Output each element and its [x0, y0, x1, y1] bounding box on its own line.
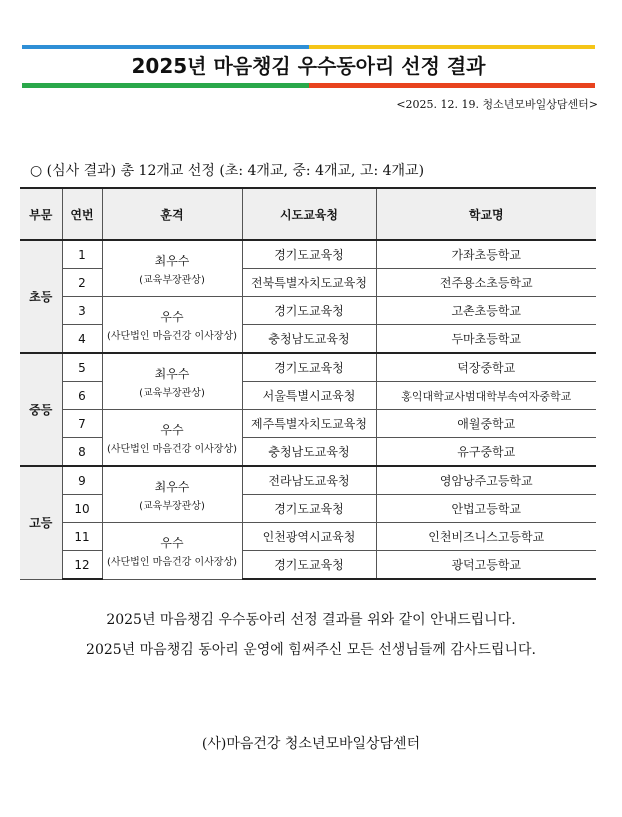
row-number: 9	[62, 466, 102, 495]
office-cell: 제주특별자치도교육청	[242, 410, 376, 438]
award-second-cell	[102, 297, 242, 354]
table-row	[20, 410, 596, 438]
page-title: 2025년 마음챙김 우수동아리 선정 결과	[131, 54, 486, 78]
header-office: 시도교육청	[242, 188, 376, 240]
summary-line: ○ (심사 결과) 총 12개교 선정 (초: 4개교, 중: 4개교, 고: 4개교)	[30, 163, 425, 179]
results-table	[20, 187, 596, 580]
school-cell: 덕장중학교	[376, 353, 596, 382]
award-top-label: 최우수	[154, 479, 190, 494]
office-cell: 서울특별시교육청	[242, 382, 376, 410]
row-number: 10	[62, 495, 102, 523]
award-second-label: 우수	[160, 309, 184, 324]
row-number: 12	[62, 551, 102, 580]
award-top-label: 최우수	[154, 366, 190, 381]
category-elementary: 초등	[20, 240, 62, 353]
school-cell: 안법고등학교	[376, 495, 596, 523]
title-banner	[22, 45, 595, 88]
award-second-cell	[102, 523, 242, 580]
school-cell: 가좌초등학교	[376, 240, 596, 269]
bottom-bar-green	[22, 83, 309, 88]
school-cell: 전주용소초등학교	[376, 269, 596, 297]
row-number: 8	[62, 438, 102, 467]
row-number: 3	[62, 297, 102, 325]
row-number: 7	[62, 410, 102, 438]
school-cell: 홍익대학교사범대학부속여자중학교	[376, 382, 596, 410]
office-cell: 인천광역시교육청	[242, 523, 376, 551]
school-cell: 인천비즈니스고등학교	[376, 523, 596, 551]
office-cell: 전라남도교육청	[242, 466, 376, 495]
award-second-sub: (사단법인 마음건강 이사장상)	[106, 443, 238, 455]
category-middle: 중등	[20, 353, 62, 466]
table-row	[20, 240, 596, 269]
date-line: <2025. 12. 19. 청소년모바일상담센터>	[396, 98, 598, 111]
bottom-bar-red	[309, 83, 596, 88]
award-top-label: 최우수	[154, 253, 190, 268]
office-cell: 경기도교육청	[242, 240, 376, 269]
header-category: 부문	[20, 188, 62, 240]
row-number: 4	[62, 325, 102, 354]
table-header-row	[20, 188, 596, 240]
table-row	[20, 466, 596, 495]
closing-line-2: 2025년 마음챙김 동아리 운영에 힘써주신 모든 선생님들께 감사드립니다.	[86, 642, 536, 658]
signature: (사)마음건강 청소년모바일상담센터	[201, 736, 421, 752]
school-cell: 애월중학교	[376, 410, 596, 438]
school-cell: 광덕고등학교	[376, 551, 596, 580]
row-number: 11	[62, 523, 102, 551]
closing-line-1: 2025년 마음챙김 우수동아리 선정 결과를 위와 같이 안내드립니다.	[106, 612, 516, 628]
award-top-cell	[102, 240, 242, 297]
school-cell: 두마초등학교	[376, 325, 596, 354]
row-number: 6	[62, 382, 102, 410]
school-cell: 유구중학교	[376, 438, 596, 467]
row-number: 2	[62, 269, 102, 297]
award-second-label: 우수	[160, 422, 184, 437]
title-bottom-bar	[22, 83, 595, 88]
award-top-cell	[102, 353, 242, 410]
school-cell: 영암낭주고등학교	[376, 466, 596, 495]
header-number: 연번	[62, 188, 102, 240]
office-cell: 충청남도교육청	[242, 325, 376, 354]
office-cell: 경기도교육청	[242, 297, 376, 325]
office-cell: 충청남도교육청	[242, 438, 376, 467]
award-top-sub: (교육부장관상)	[139, 387, 205, 399]
school-cell: 고촌초등학교	[376, 297, 596, 325]
header-school: 학교명	[376, 188, 596, 240]
award-second-cell	[102, 410, 242, 467]
award-top-cell	[102, 466, 242, 523]
header-award: 훈격	[102, 188, 242, 240]
table-row	[20, 523, 596, 551]
award-second-sub: (사단법인 마음건강 이사장상)	[106, 330, 238, 342]
office-cell: 경기도교육청	[242, 495, 376, 523]
row-number: 1	[62, 240, 102, 269]
award-top-sub: (교육부장관상)	[139, 274, 205, 286]
category-high: 고등	[20, 466, 62, 579]
table-row	[20, 353, 596, 382]
office-cell: 경기도교육청	[242, 551, 376, 580]
office-cell: 경기도교육청	[242, 353, 376, 382]
award-second-sub: (사단법인 마음건강 이사장상)	[106, 556, 238, 568]
table-row	[20, 297, 596, 325]
row-number: 5	[62, 353, 102, 382]
award-second-label: 우수	[160, 535, 184, 550]
award-top-sub: (교육부장관상)	[139, 500, 205, 512]
office-cell: 전북특별자치도교육청	[242, 269, 376, 297]
